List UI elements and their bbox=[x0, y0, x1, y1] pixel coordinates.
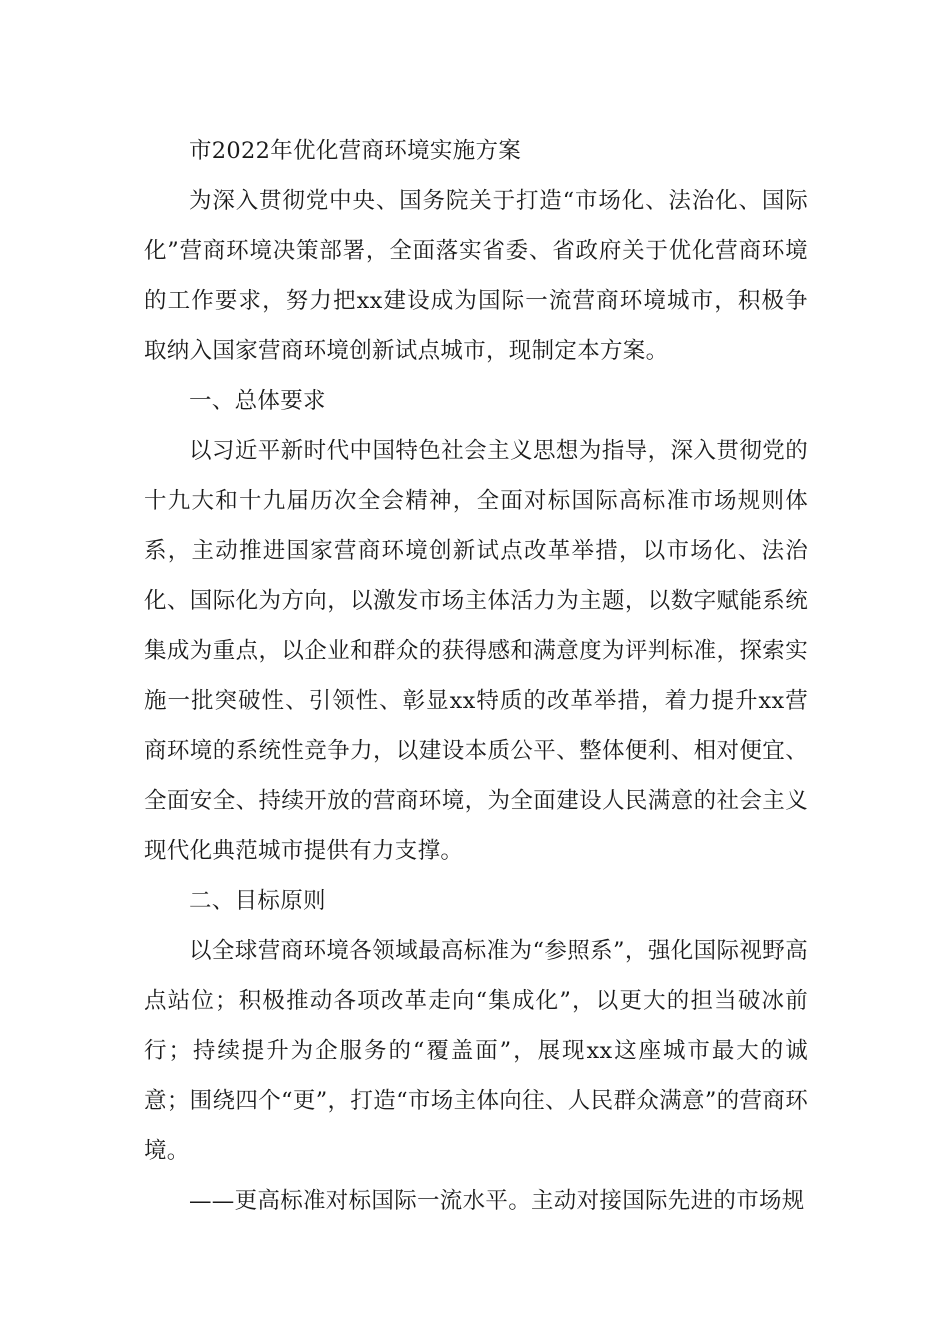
section-paragraph-higher-standard: ——更高标准对标国际一流水平。主动对接国际先进的市场规 bbox=[189, 1188, 805, 1214]
section-heading-goals-principles: 二、目标原则 bbox=[189, 888, 326, 914]
section-heading-overall-requirements: 一、总体要求 bbox=[189, 388, 326, 414]
document-title: 市2022年优化营商环境实施方案 bbox=[189, 138, 522, 164]
section-paragraph-goals-principles: 以全球营商环境各领域最高标准为“参照系”，强化国际视野高点站位；积极推动各项改革走向“集成化”，以更大的担当破冰前行；持续提升为企服务的“覆盖面”，展现xx这座城市最大的诚意；围绕四个“更”，打造“市场主体向往、人民群众满意”的营商环境。 bbox=[144, 938, 808, 1164]
intro-paragraph: 为深入贯彻党中央、国务院关于打造“市场化、法治化、国际化”营商环境决策部署，全面落实省委、省政府关于优化营商环境的工作要求，努力把xx建设成为国际一流营商环境城市，积极争取纳入国家营商环境创新试点城市，现制定本方案。 bbox=[144, 188, 808, 364]
document-body bbox=[144, 126, 808, 1226]
section-paragraph-overall-requirements: 以习近平新时代中国特色社会主义思想为指导，深入贯彻党的十九大和十九届历次全会精神，全面对标国际高标准市场规则体系，主动推进国家营商环境创新试点改革举措，以市场化、法治化、国际化为方向，以激发市场主体活力为主题，以数字赋能系统集成为重点，以企业和群众的获得感和满意度为评判标准，探索实施一批突破性、引领性、彰显xx特质的改革举措，着力提升xx营商环境的系统性竞争力，以建设本质公平、整体便利、相对便宜、全面安全、持续开放的营商环境，为全面建设人民满意的社会主义现代化典范城市提供有力支撑。 bbox=[144, 438, 808, 864]
